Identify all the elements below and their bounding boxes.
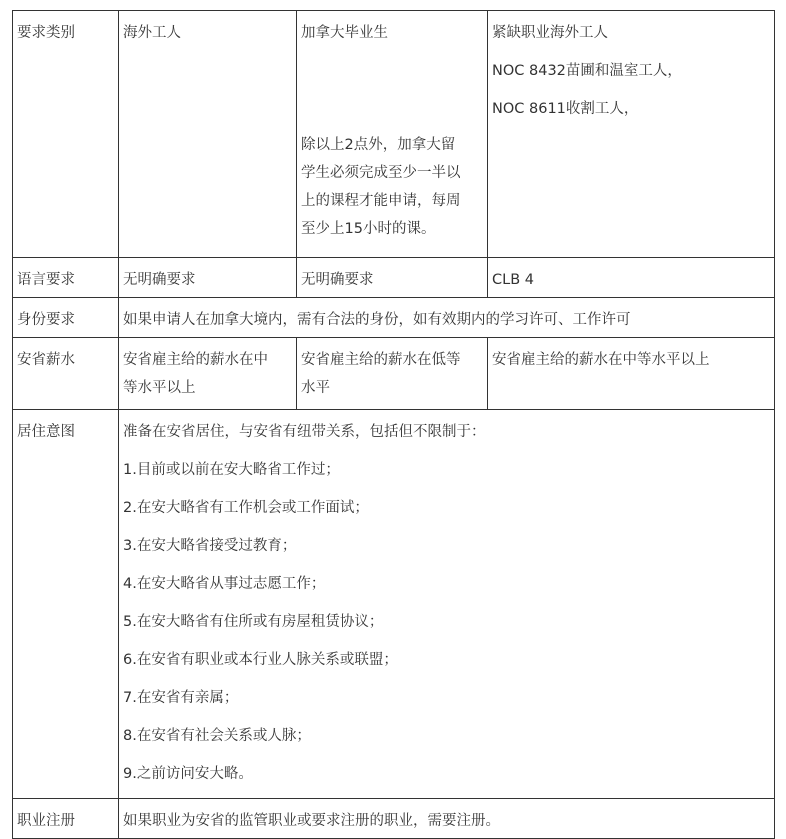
row-label-language — [13, 258, 119, 298]
cell-salary-overseas — [119, 338, 297, 410]
list-item: 2.在安大略省有工作机会或工作面试； — [123, 500, 369, 516]
list-item: 4.在安大略省从事过志愿工作； — [123, 576, 326, 592]
cell-status-value — [119, 298, 775, 338]
table-row-category — [13, 11, 775, 258]
list-item: 6.在安省有职业或本行业人脉关系或联盟； — [123, 652, 398, 668]
graduates-note-line: 学生必须完成至少一半以 — [301, 165, 461, 181]
row-label-text: 要求类别 — [17, 25, 75, 41]
language-requirement-value: 无明确要求 — [123, 272, 196, 288]
category-overseas-workers: 海外工人 — [123, 25, 181, 41]
salary-value-line: 安省雇主给的薪水在中 — [123, 352, 268, 368]
noc-8611-line: NOC 8611收割工人， — [492, 101, 639, 117]
noc-8432-line: NOC 8432苗圃和温室工人， — [492, 63, 682, 79]
row-label-residence — [13, 410, 119, 799]
table-row-status — [13, 298, 775, 338]
graduates-note-line: 至少上15小时的课。 — [301, 221, 436, 237]
row-label-category — [13, 11, 119, 258]
list-item: 5.在安大略省有住所或有房屋租赁协议； — [123, 614, 384, 630]
cell-language-in-demand — [488, 258, 775, 298]
row-label-status — [13, 298, 119, 338]
table-row-salary — [13, 338, 775, 410]
requirements-table — [12, 10, 775, 839]
list-item: 9.之前访问安大略。 — [123, 766, 253, 782]
salary-value-line: 安省雇主给的薪水在低等 — [301, 352, 461, 368]
cell-salary-graduates — [297, 338, 488, 410]
row-label-text: 居住意图 — [17, 424, 75, 440]
list-item: 7.在安省有亲属； — [123, 690, 239, 706]
language-requirement-value: 无明确要求 — [301, 272, 374, 288]
table-row-registration — [13, 799, 775, 839]
list-item: 8.在安省有社会关系或人脉； — [123, 728, 311, 744]
salary-value-line: 等水平以上 — [123, 380, 196, 396]
table-row-residence — [13, 410, 775, 799]
row-label-registration — [13, 799, 119, 839]
graduates-note-line: 除以上2点外，加拿大留 — [301, 137, 456, 153]
cell-canadian-graduates — [297, 11, 488, 258]
cell-registration-value — [119, 799, 775, 839]
category-in-demand-workers: 紧缺职业海外工人 — [492, 25, 608, 41]
list-item: 3.在安大略省接受过教育； — [123, 538, 297, 554]
cell-residence-value — [119, 410, 775, 799]
cell-in-demand-workers — [488, 11, 775, 258]
graduates-note-line: 上的课程才能申请，每周 — [301, 193, 461, 209]
residence-intro: 准备在安省居住，与安省有纽带关系，包括但不限制于： — [123, 424, 486, 440]
row-label-text: 安省薪水 — [17, 352, 75, 368]
cell-overseas-workers — [119, 11, 297, 258]
cell-salary-in-demand — [488, 338, 775, 410]
language-requirement-value: CLB 4 — [492, 272, 534, 288]
registration-requirement-value: 如果职业为安省的监管职业或要求注册的职业，需要注册。 — [123, 813, 500, 829]
salary-value-line: 水平 — [301, 380, 330, 396]
table-row-language — [13, 258, 775, 298]
cell-language-overseas — [119, 258, 297, 298]
category-canadian-graduates: 加拿大毕业生 — [301, 25, 388, 41]
salary-value: 安省雇主给的薪水在中等水平以上 — [492, 352, 710, 368]
row-label-text: 身份要求 — [17, 312, 75, 328]
row-label-text: 语言要求 — [17, 272, 75, 288]
list-item: 1.目前或以前在安大略省工作过； — [123, 462, 340, 478]
status-requirement-value: 如果申请人在加拿大境内，需有合法的身份，如有效期内的学习许可、工作许可 — [123, 312, 631, 328]
cell-language-graduates — [297, 258, 488, 298]
row-label-text: 职业注册 — [17, 813, 75, 829]
row-label-salary — [13, 338, 119, 410]
cell-spacer — [301, 47, 483, 131]
